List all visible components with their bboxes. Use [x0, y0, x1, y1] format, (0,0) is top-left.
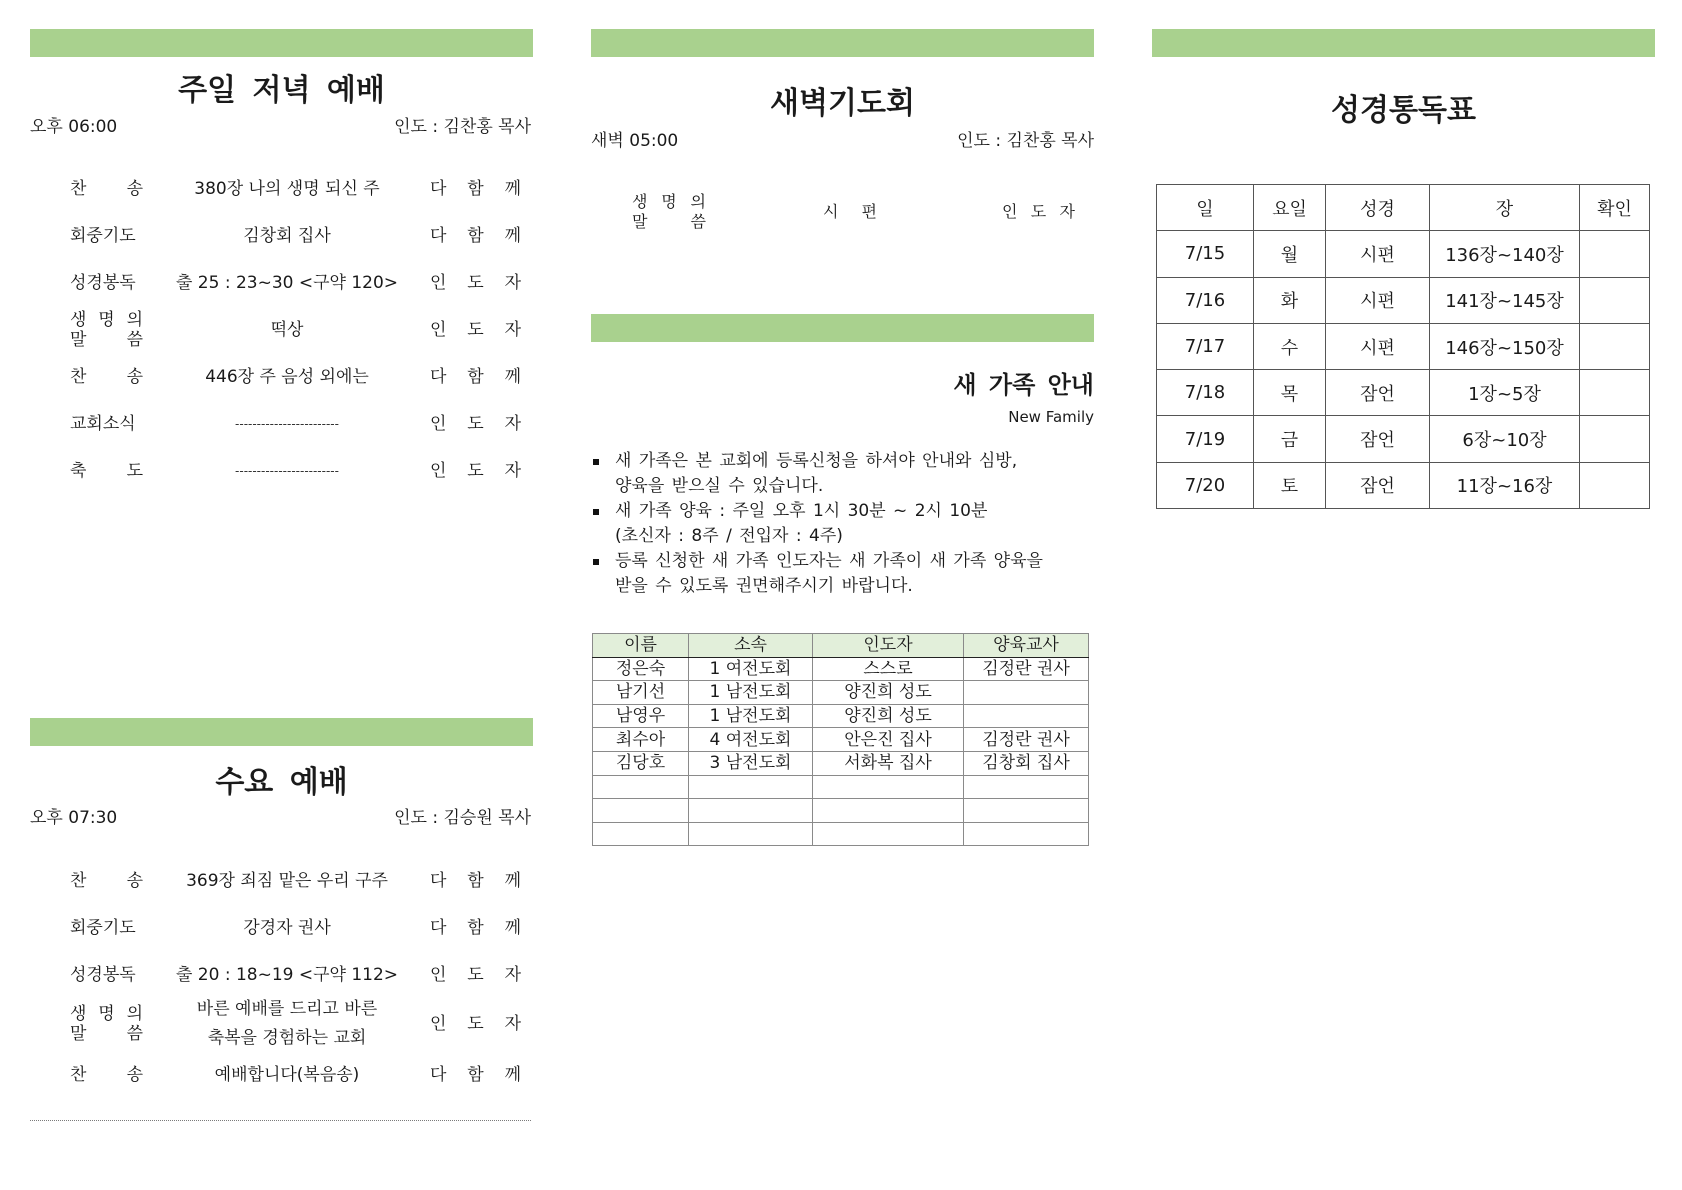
empty-cell [689, 822, 813, 846]
order-label-line: 말 씀 [632, 212, 706, 231]
order-label [632, 192, 706, 232]
book-cell: 잠언 [1326, 416, 1430, 462]
table-row [593, 681, 1089, 705]
order-content: 369장 죄짐 맡은 우리 구주 [186, 870, 388, 891]
table-header: 소속 [689, 634, 813, 658]
check-cell [1580, 462, 1650, 508]
empty-cell [593, 822, 689, 846]
order-leader: 다 함 께 [430, 225, 521, 246]
book-cell: 시편 [1326, 323, 1430, 369]
order-content: 김창회 집사 [243, 225, 331, 246]
reading-row [1157, 277, 1650, 323]
order-label-line: 말 씀 [70, 329, 143, 350]
teacher-cell: 김창회 집사 [964, 751, 1089, 775]
order-content: 출 25 : 23~30 <구약 120> [175, 272, 399, 293]
empty-cell [689, 775, 813, 799]
teacher-cell: 김정란 권사 [964, 728, 1089, 752]
bullet-line: 받을 수 있도록 권면해주시기 바랍니다. [615, 576, 913, 596]
order-label-line: 생 명 의 [70, 309, 143, 330]
order-label: 축 도 [70, 460, 143, 481]
order-content: 예배합니다(복음송) [214, 1064, 360, 1085]
order-leader: 인 도 자 [430, 964, 521, 985]
chapters-cell: 6장~10장 [1430, 416, 1580, 462]
service-time: 새벽 05:00 [591, 131, 679, 151]
empty-cell [813, 775, 964, 799]
order-content-placeholder: ------------------------ [235, 416, 339, 431]
order-content: 강경자 권사 [243, 917, 331, 938]
order-label: 찬 송 [70, 870, 143, 891]
order-content: 446장 주 음성 외에는 [205, 366, 369, 387]
order-content-line: 바른 예배를 드리고 바른 [196, 999, 378, 1019]
order-row [30, 353, 533, 400]
teacher-cell: 김정란 권사 [964, 657, 1089, 681]
table-header: 장 [1430, 185, 1580, 231]
book-cell: 시편 [1326, 277, 1430, 323]
order-label: 찬 송 [70, 178, 143, 199]
section-header-bar [30, 718, 533, 746]
table-header: 양육교사 [964, 634, 1089, 658]
guide-cell: 양진희 성도 [813, 681, 964, 705]
bullet-item [591, 549, 1094, 599]
wednesday-meta [30, 808, 533, 828]
new-family-notes [591, 449, 1094, 599]
table-header: 이름 [593, 634, 689, 658]
table-row [593, 751, 1089, 775]
bible-reading-title: 성경통독표 [1331, 93, 1476, 128]
empty-cell [964, 799, 1089, 823]
teacher-cell [964, 681, 1089, 705]
order-leader: 다 함 께 [430, 917, 521, 938]
reading-row [1157, 462, 1650, 508]
reading-row [1157, 231, 1650, 277]
left-column [30, 0, 533, 1190]
table-row [593, 657, 1089, 681]
name-cell: 최수아 [593, 728, 689, 752]
bullet-line: 양육을 받으실 수 있습니다. [615, 476, 824, 496]
chapters-cell: 146장~150장 [1430, 323, 1580, 369]
table-header: 일 [1157, 185, 1254, 231]
date-cell: 7/17 [1157, 323, 1254, 369]
group-cell: 4 여전도회 [689, 728, 813, 752]
table-header: 요일 [1254, 185, 1326, 231]
service-leader: 인도 : 김찬홍 목사 [394, 117, 531, 137]
order-leader: 인 도 자 [1002, 202, 1075, 221]
empty-cell [813, 799, 964, 823]
dawn-prayer-meta [591, 131, 1094, 151]
reading-row [1157, 370, 1650, 416]
guide-cell: 서화복 집사 [813, 751, 964, 775]
service-leader: 인도 : 김찬홍 목사 [957, 131, 1094, 151]
bible-reading-table [1156, 184, 1650, 509]
guide-cell: 양진희 성도 [813, 704, 964, 728]
order-row [30, 951, 533, 998]
bullet-item [591, 449, 1094, 499]
order-label-line: 생 명 의 [632, 192, 706, 211]
order-content: 380장 나의 생명 되신 주 [194, 178, 380, 199]
service-time: 오후 06:00 [30, 117, 118, 137]
group-cell: 1 남전도회 [689, 681, 813, 705]
guide-cell: 스스로 [813, 657, 964, 681]
order-row [30, 212, 533, 259]
empty-cell [964, 822, 1089, 846]
day-cell: 수 [1254, 323, 1326, 369]
order-label: 찬 송 [70, 366, 143, 387]
empty-cell [593, 775, 689, 799]
order-leader: 인 도 자 [430, 319, 521, 340]
order-label: 교회소식 [70, 413, 136, 434]
chapters-cell: 11장~16장 [1430, 462, 1580, 508]
book-cell: 시편 [1326, 231, 1430, 277]
order-leader: 다 함 께 [430, 366, 521, 387]
guide-cell: 안은진 집사 [813, 728, 964, 752]
order-label: 찬 송 [70, 1064, 143, 1085]
empty-cell [689, 799, 813, 823]
check-cell [1580, 416, 1650, 462]
new-family-table [592, 633, 1089, 846]
new-family-subtitle: New Family [1008, 408, 1094, 426]
order-label: 회중기도 [70, 225, 136, 246]
table-header: 확인 [1580, 185, 1650, 231]
order-content: 시 편 [823, 202, 877, 221]
bullet-marker-icon [593, 559, 599, 565]
section-header-bar [591, 29, 1094, 57]
sunday-evening-title: 주일 저녁 예배 [178, 73, 385, 108]
name-cell: 남기선 [593, 681, 689, 705]
book-cell: 잠언 [1326, 370, 1430, 416]
right-column [1152, 0, 1655, 1190]
empty-cell [593, 799, 689, 823]
name-cell: 정은숙 [593, 657, 689, 681]
date-cell: 7/20 [1157, 462, 1254, 508]
order-leader: 인 도 자 [430, 272, 521, 293]
order-label: 회중기도 [70, 917, 136, 938]
dotted-divider [30, 1120, 531, 1121]
section-header-bar [30, 29, 533, 57]
order-row [591, 192, 1094, 232]
order-label [70, 310, 143, 350]
bullet-line: (초신자 : 8주 / 전입자 : 4주) [615, 526, 843, 546]
order-leader: 인 도 자 [430, 413, 521, 434]
bullet-marker-icon [593, 509, 599, 515]
bullet-line: 등록 신청한 새 가족 인도자는 새 가족이 새 가족 양육을 [615, 551, 1043, 571]
service-time: 오후 07:30 [30, 808, 118, 828]
order-row [30, 165, 533, 212]
chapters-cell: 136장~140장 [1430, 231, 1580, 277]
day-cell: 목 [1254, 370, 1326, 416]
date-cell: 7/16 [1157, 277, 1254, 323]
date-cell: 7/19 [1157, 416, 1254, 462]
table-row [593, 704, 1089, 728]
reading-row [1157, 323, 1650, 369]
order-leader: 다 함 께 [430, 178, 521, 199]
check-cell [1580, 323, 1650, 369]
order-content: 떡상 [270, 319, 304, 340]
order-row [30, 400, 533, 447]
table-row [593, 728, 1089, 752]
group-cell: 1 남전도회 [689, 704, 813, 728]
teacher-cell [964, 704, 1089, 728]
service-leader: 인도 : 김승원 목사 [394, 808, 531, 828]
date-cell: 7/15 [1157, 231, 1254, 277]
table-header-row [593, 634, 1089, 658]
empty-cell [813, 822, 964, 846]
day-cell: 월 [1254, 231, 1326, 277]
wednesday-title: 수요 예배 [215, 765, 348, 800]
order-content-line: 축복을 경험하는 교회 [207, 1028, 367, 1048]
table-header: 인도자 [813, 634, 964, 658]
table-header: 성경 [1326, 185, 1430, 231]
order-leader: 다 함 께 [430, 870, 521, 891]
date-cell: 7/18 [1157, 370, 1254, 416]
order-leader: 인 도 자 [430, 1014, 521, 1034]
order-row [30, 996, 533, 1052]
order-label [70, 1004, 143, 1044]
group-cell: 1 여전도회 [689, 657, 813, 681]
chapters-cell: 141장~145장 [1430, 277, 1580, 323]
check-cell [1580, 370, 1650, 416]
section-header-bar [1152, 29, 1655, 57]
section-header-bar [591, 314, 1094, 342]
middle-column [591, 0, 1094, 1190]
order-label: 성경봉독 [70, 272, 136, 293]
order-content-placeholder: ------------------------ [235, 463, 339, 478]
day-cell: 화 [1254, 277, 1326, 323]
new-family-title: 새 가족 안내 [953, 371, 1094, 399]
order-label-line: 생 명 의 [70, 1004, 143, 1024]
reading-row [1157, 416, 1650, 462]
order-label-line: 말 씀 [70, 1024, 143, 1044]
order-row [30, 447, 533, 494]
empty-cell [964, 775, 1089, 799]
bullet-line: 새 가족은 본 교회에 등록신청을 하셔야 안내와 심방, [615, 451, 1018, 471]
table-header-row [1157, 185, 1650, 231]
group-cell: 3 남전도회 [689, 751, 813, 775]
dawn-prayer-title: 새벽기도회 [770, 86, 915, 121]
check-cell [1580, 231, 1650, 277]
name-cell: 김당호 [593, 751, 689, 775]
book-cell: 잠언 [1326, 462, 1430, 508]
empty-table-row [593, 775, 1089, 799]
order-leader: 인 도 자 [430, 460, 521, 481]
bullet-line: 새 가족 양육 : 주일 오후 1시 30분 ~ 2시 10분 [615, 501, 988, 521]
order-row [30, 259, 533, 306]
order-row [30, 904, 533, 951]
bullet-item [591, 499, 1094, 549]
day-cell: 토 [1254, 462, 1326, 508]
order-content: 출 20 : 18~19 <구약 112> [175, 964, 399, 985]
order-row [30, 306, 533, 353]
name-cell: 남영우 [593, 704, 689, 728]
order-content [160, 995, 414, 1053]
check-cell [1580, 277, 1650, 323]
empty-table-row [593, 799, 1089, 823]
chapters-cell: 1장~5장 [1430, 370, 1580, 416]
bullet-marker-icon [593, 459, 599, 465]
order-row [30, 857, 533, 904]
order-label: 성경봉독 [70, 964, 136, 985]
sunday-evening-meta [30, 117, 533, 137]
day-cell: 금 [1254, 416, 1326, 462]
order-row [30, 1051, 533, 1098]
empty-table-row [593, 822, 1089, 846]
order-leader: 다 함 께 [430, 1064, 521, 1085]
